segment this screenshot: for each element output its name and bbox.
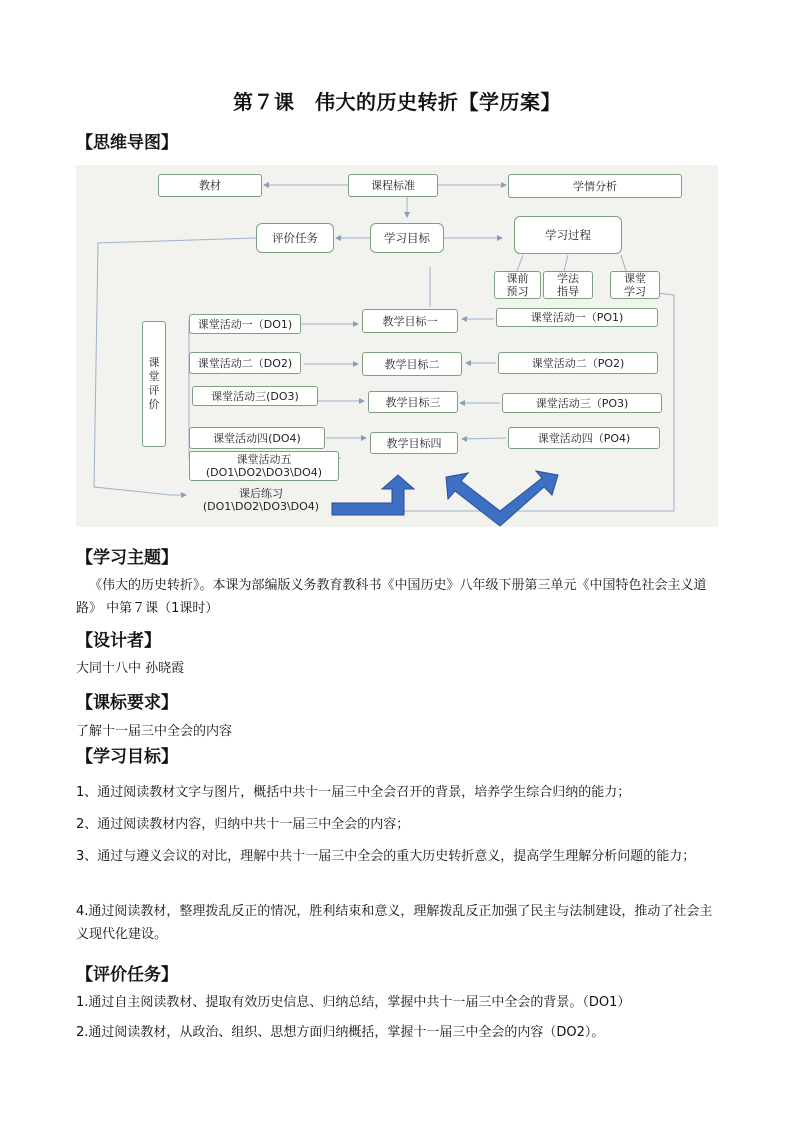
node-activity-po2: 课堂活动二（PO2) (498, 352, 658, 374)
node-activity-do3: 课堂活动三(DO3) (192, 386, 318, 406)
node-learning-goal: 学习目标 (370, 223, 444, 253)
node-activity-po3: 课堂活动三（PO3) (502, 393, 662, 413)
node-class-learning: 课堂 学习 (610, 271, 660, 299)
goal-2: 2、通过阅读教材内容，归纳中共十一届三中全会的内容； (76, 817, 410, 832)
designer-text: 大同十八中 孙晓霞 (76, 661, 185, 676)
node-objective-1: 教学目标一 (362, 309, 458, 333)
designer-heading: 【设计者】 (76, 631, 161, 651)
node-curriculum-standard: 课程标准 (348, 174, 438, 197)
goal-3: 3、通过与遵义会议的对比，理解中共十一届三中全会的重大历史转折意义，提高学生理解分析问题的能力； (76, 849, 696, 864)
node-activity-do5: 课堂活动五 (DO1\DO2\DO3\DO4) (189, 451, 339, 481)
theme-text: 《伟大的历史转折》。本课为部编版义务教育教科书《中国历史》八年级下册第三单元《中国特色社会主义道路》 中第７课（1课时） (76, 578, 707, 616)
mind-map-diagram (76, 165, 718, 527)
goal-1: 1、通过阅读教材文字与图片，概括中共十一届三中全会召开的背景，培养学生综合归纳的能力； (76, 785, 631, 800)
node-objective-2: 教学目标二 (362, 352, 462, 376)
node-preview: 课前 预习 (494, 271, 541, 299)
standard-text: 了解十一届三中全会的内容 (76, 724, 233, 739)
node-activity-po4: 课堂活动四（PO4) (508, 427, 660, 449)
node-objective-4: 教学目标四 (370, 432, 458, 454)
mindmap-heading: 【思维导图】 (76, 133, 178, 153)
goals-heading: 【学习目标】 (76, 747, 178, 767)
page-title: 第７课 伟大的历史转折【学历案】 (233, 90, 561, 114)
task-1: 1.通过自主阅读教材、提取有效历史信息、归纳总结，掌握中共十一届三中全会的背景。（DO1） (76, 995, 631, 1010)
node-class-evaluation: 课 堂 评 价 (142, 321, 166, 447)
node-method-guidance: 学法 指导 (543, 271, 593, 299)
node-activity-do2: 课堂活动二（DO2) (189, 352, 301, 374)
node-activity-do4: 课堂活动四(DO4) (189, 427, 325, 449)
task-2: 2.通过阅读教材，从政治、组织、思想方面归纳概括，掌握十一届三中全会的内容（DO2）。 (76, 1025, 605, 1040)
node-activity-po1: 课堂活动一（PO1) (496, 308, 658, 327)
blue-arrow-up (332, 475, 414, 515)
node-evaluation-task: 评价任务 (256, 223, 334, 253)
standard-heading: 【课标要求】 (76, 693, 178, 713)
blue-arrow-double (446, 471, 558, 526)
node-learner-analysis: 学情分析 (508, 174, 682, 198)
goal-4: 4.通过阅读教材，整理拨乱反正的情况，胜利结束和意义，理解拨乱反正加强了民主与法制建设，推动了社会主义现代化建设。 (76, 904, 713, 942)
node-activity-do1: 课堂活动一（DO1) (189, 314, 301, 334)
node-learning-process: 学习过程 (514, 216, 622, 254)
node-objective-3: 教学目标三 (368, 391, 458, 413)
node-homework: 课后练习 (DO1\DO2\DO3\DO4) (202, 487, 320, 513)
node-textbook: 教材 (158, 174, 262, 197)
theme-heading: 【学习主题】 (76, 548, 178, 568)
tasks-heading: 【评价任务】 (76, 965, 178, 985)
